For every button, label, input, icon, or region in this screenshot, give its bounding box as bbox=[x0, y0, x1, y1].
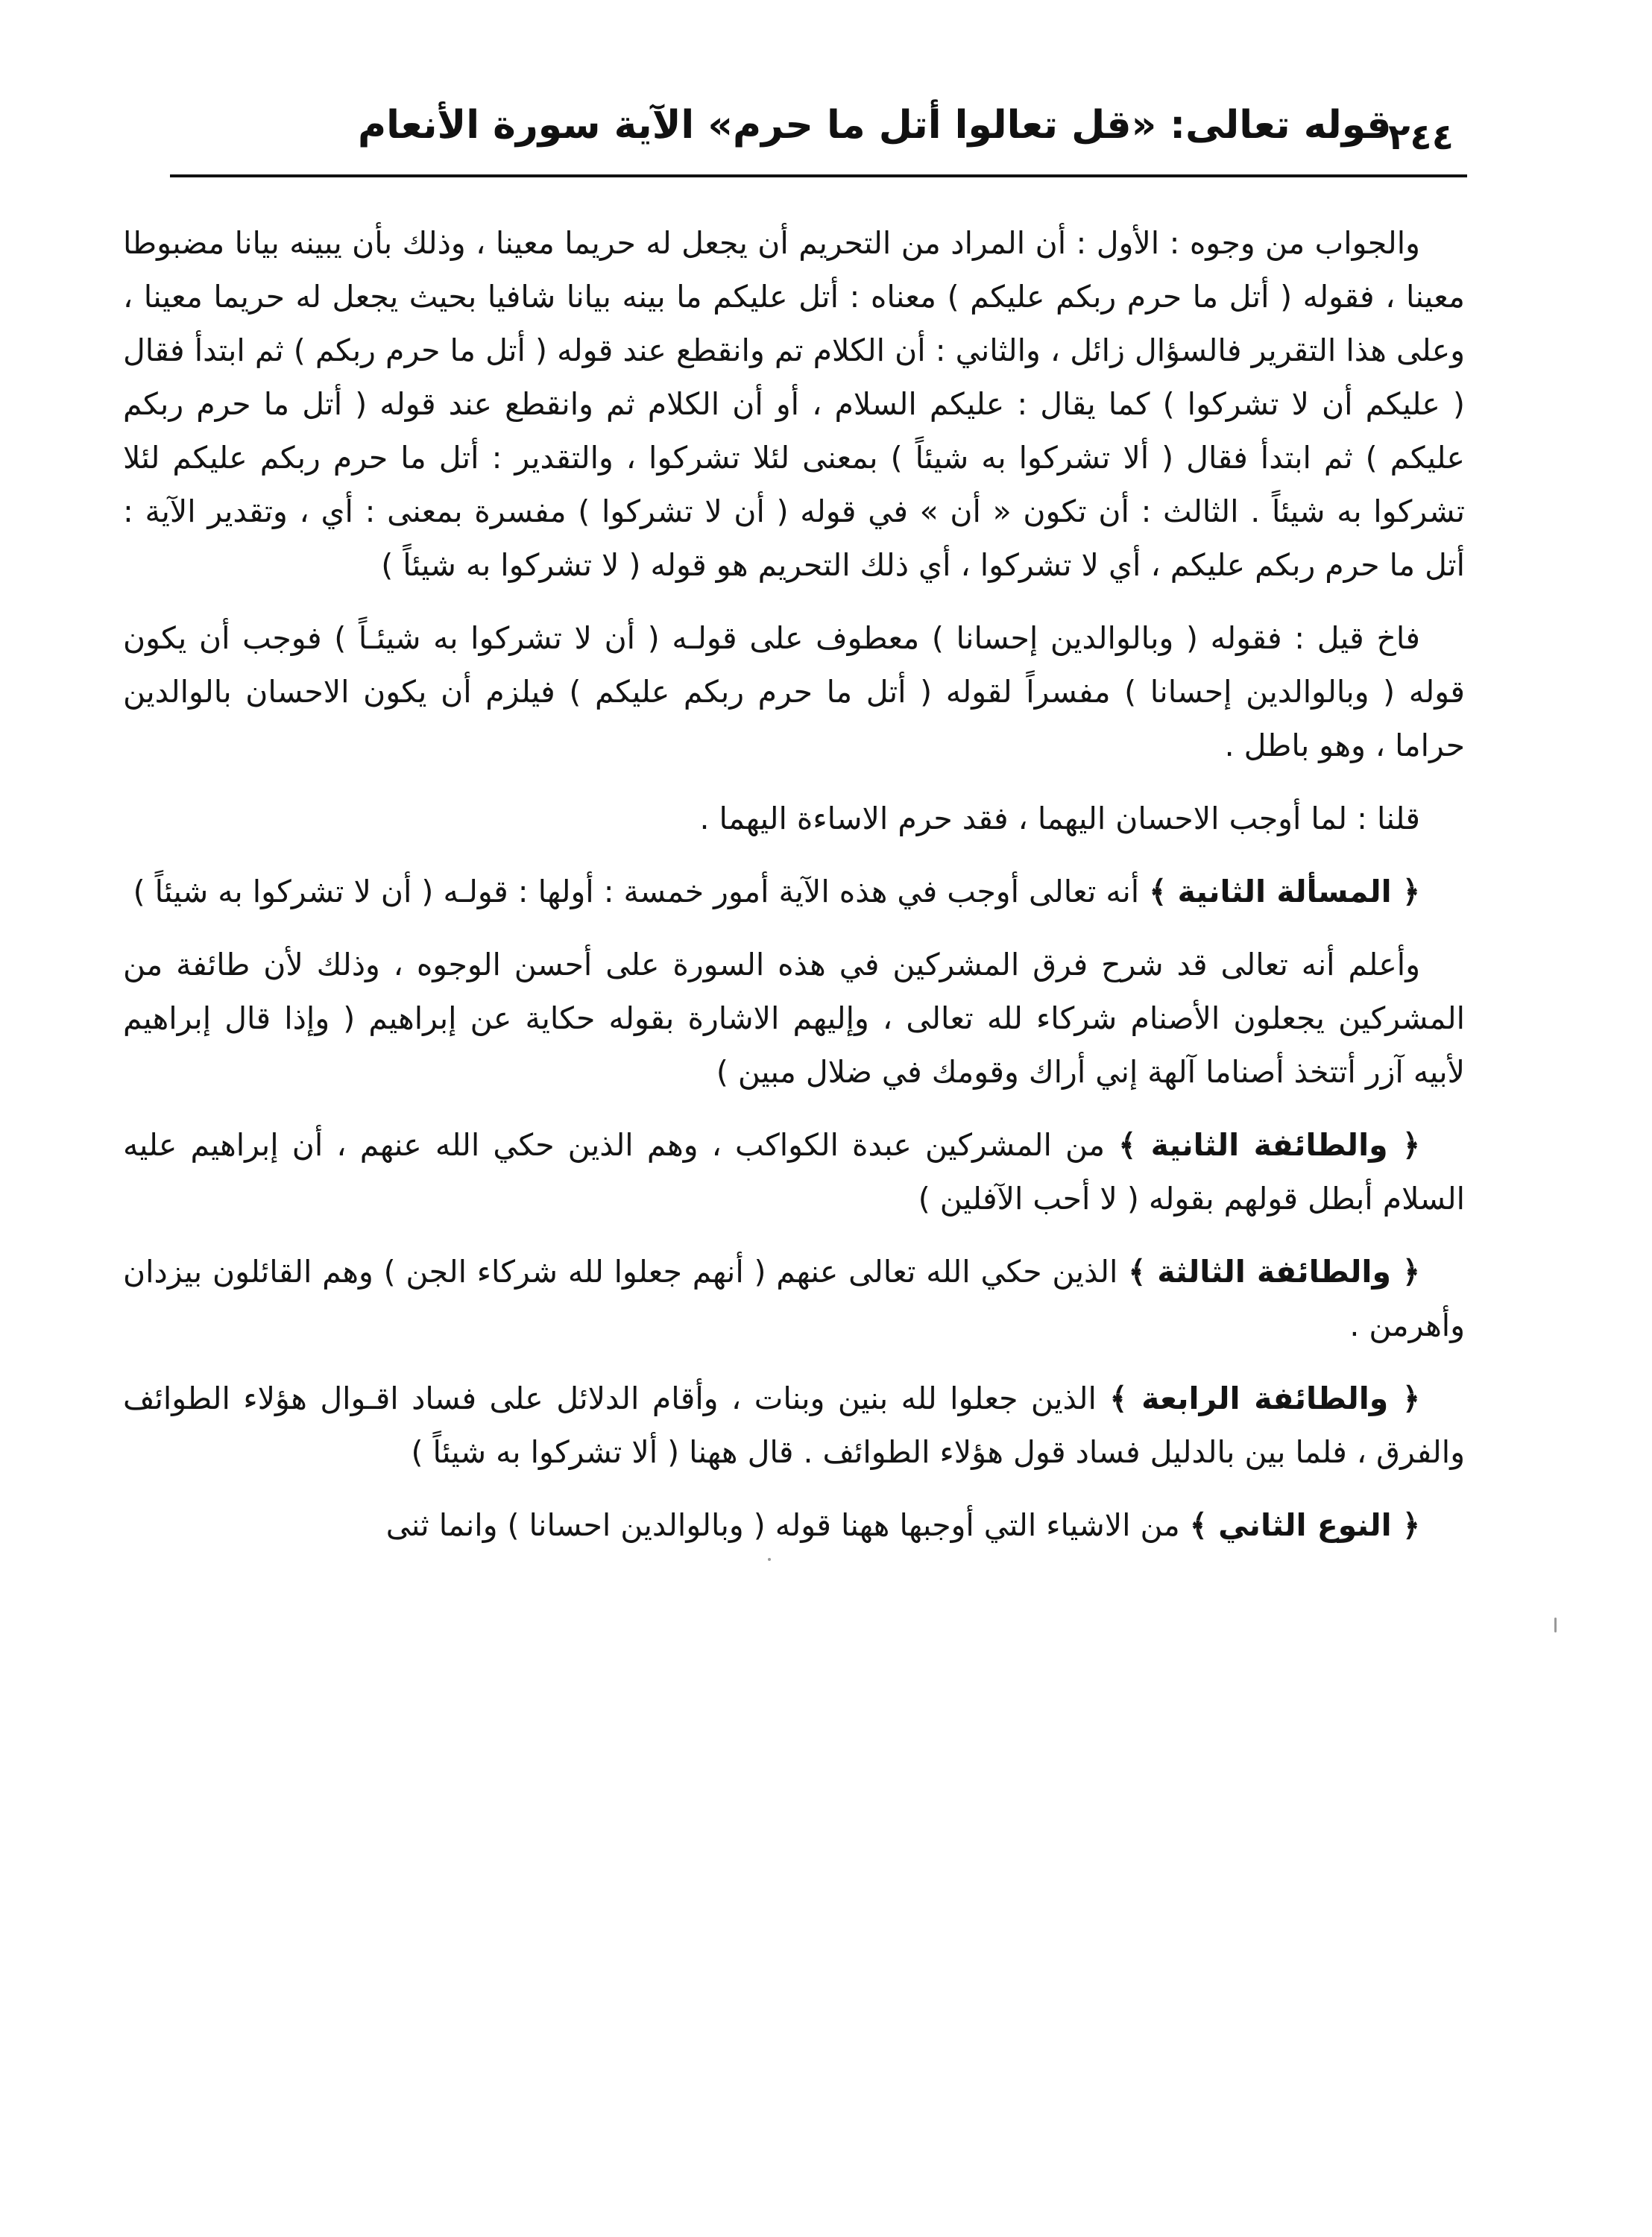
paragraph-heading: ﴿ والطائفة الثانية ﴾ bbox=[1118, 1127, 1420, 1163]
paragraph bbox=[123, 938, 1465, 1099]
paragraph-text: الذين جعلوا لله بنين وبنات ، وأقام الدلائل على فساد اقـوال هؤلاء الطوائف والفرق ، فلما بين بالدليل فساد قول هؤلاء الطوائف . قال ههنا ( ألا تشركوا به شيئاً ) bbox=[123, 1381, 1465, 1470]
paragraph-heading: ﴿ والطائفة الثالثة ﴾ bbox=[1128, 1254, 1420, 1290]
paragraph bbox=[123, 611, 1465, 772]
body-text bbox=[123, 216, 1465, 1571]
paragraph-heading: ﴿ المسألة الثانية ﴾ bbox=[1149, 874, 1420, 909]
paragraph-text: وأعلم أنه تعالى قد شرح فرق المشركين في هذه السورة على أحسن الوجوه ، وذلك لأن طائفة من المشركين يجعلون الأصنام شركاء لله تعالى ، وإليهم الاشارة بقوله حكاية عن إبراهيم ( وإذا قال إبراهيم لأبيه آزر أتتخذ أصناما آلهة إني أراك وقومك في ضلال مبين ) bbox=[123, 947, 1465, 1090]
paragraph-text: من المشركين عبدة الكواكب ، وهم الذين حكي الله عنهم ، أن إبراهيم عليه السلام أبطل قولهم بقوله ( لا أحب الآفلين ) bbox=[123, 1127, 1465, 1217]
paragraph bbox=[123, 1498, 1465, 1552]
paragraph bbox=[123, 1118, 1465, 1225]
paragraph bbox=[123, 1245, 1465, 1352]
paragraph-text: الذين حكي الله تعالى عنهم ( أنهم جعلوا لله شركاء الجن ) وهم القائلون بيزدان وأهرمن . bbox=[123, 1254, 1465, 1343]
scan-speck bbox=[1554, 1618, 1557, 1632]
paragraph-heading: ﴿ والطائفة الرابعة ﴾ bbox=[1109, 1381, 1420, 1416]
running-title: قوله تعالى: «قل تعالوا أتل ما حرم» الآية سورة الأنعام bbox=[358, 103, 1392, 148]
header-rule bbox=[170, 174, 1467, 177]
page-header bbox=[171, 88, 1454, 170]
paragraph bbox=[123, 792, 1465, 845]
paragraph-text: فاخ قيل : فقوله ( وبالوالدين إحسانا ) معطوف على قولـه ( أن لا تشركوا به شيئـاً ) فوجب أن يكون قوله ( وبالوالدين إحسانا ) مفسراً لقوله ( أتل ما حرم ربكم عليكم ) فيلزم أن يكون الاحسان بالوالدين حراما ، وهو باطل . bbox=[123, 620, 1465, 763]
paragraph-text: قلنا : لما أوجب الاحسان اليهما ، فقد حرم الاساءة اليهما . bbox=[699, 801, 1420, 836]
paragraph-text: أنه تعالى أوجب في هذه الآية أمور خمسة : أولها : قولـه ( أن لا تشركوا به شيئاً ) bbox=[133, 874, 1150, 909]
paragraph bbox=[123, 216, 1465, 592]
scan-speck bbox=[768, 1558, 771, 1561]
paragraph-text: والجواب من وجوه : الأول : أن المراد من التحريم أن يجعل له حريما معينا ، وذلك بأن يبينه بيانا مضبوطا معينا ، فقوله ( أتل ما حرم ربكم عليكم ) معناه : أتل عليكم ما بينه بيانا شافيا بحيث يجعل له حريما معينا ، وعلى هذا التقرير فالسؤال زائل ، والثاني : أن الكلام تم وانقطع عند قوله ( أتل ما حرم ربكم ) ثم ابتدأ فقال ( عليكم أن لا تشركوا ) كما يقال : عليكم السلام ، أو أن الكلام ثم وانقطع عند قوله ( أتل ما حرم ربكم عليكم ) ثم ابتدأ فقال ( ألا تشركوا به شيئاً ) بمعنى لئلا تشركوا ، والتقدير : أتل ما حرم ربكم عليكم لئلا تشركوا به شيئاً . الثالث : أن تكون « أن » في قوله ( أن لا تشركوا ) مفسرة بمعنى : أي ، وتقدير الآية : أتل ما حرم ربكم عليكم ، أي لا تشركوا ، أي ذلك التحريم هو قوله ( لا تشركوا به شيئاً ) bbox=[123, 225, 1465, 583]
paragraph bbox=[123, 1372, 1465, 1479]
page-number: ٢٤٤ bbox=[1388, 116, 1454, 158]
paragraph-heading: ﴿ النوع الثاني ﴾ bbox=[1189, 1507, 1420, 1543]
paragraph bbox=[123, 865, 1465, 918]
paragraph-text: من الاشياء التي أوجبها ههنا قوله ( وبالوالدين احسانا ) وانما ثنى bbox=[385, 1507, 1190, 1543]
